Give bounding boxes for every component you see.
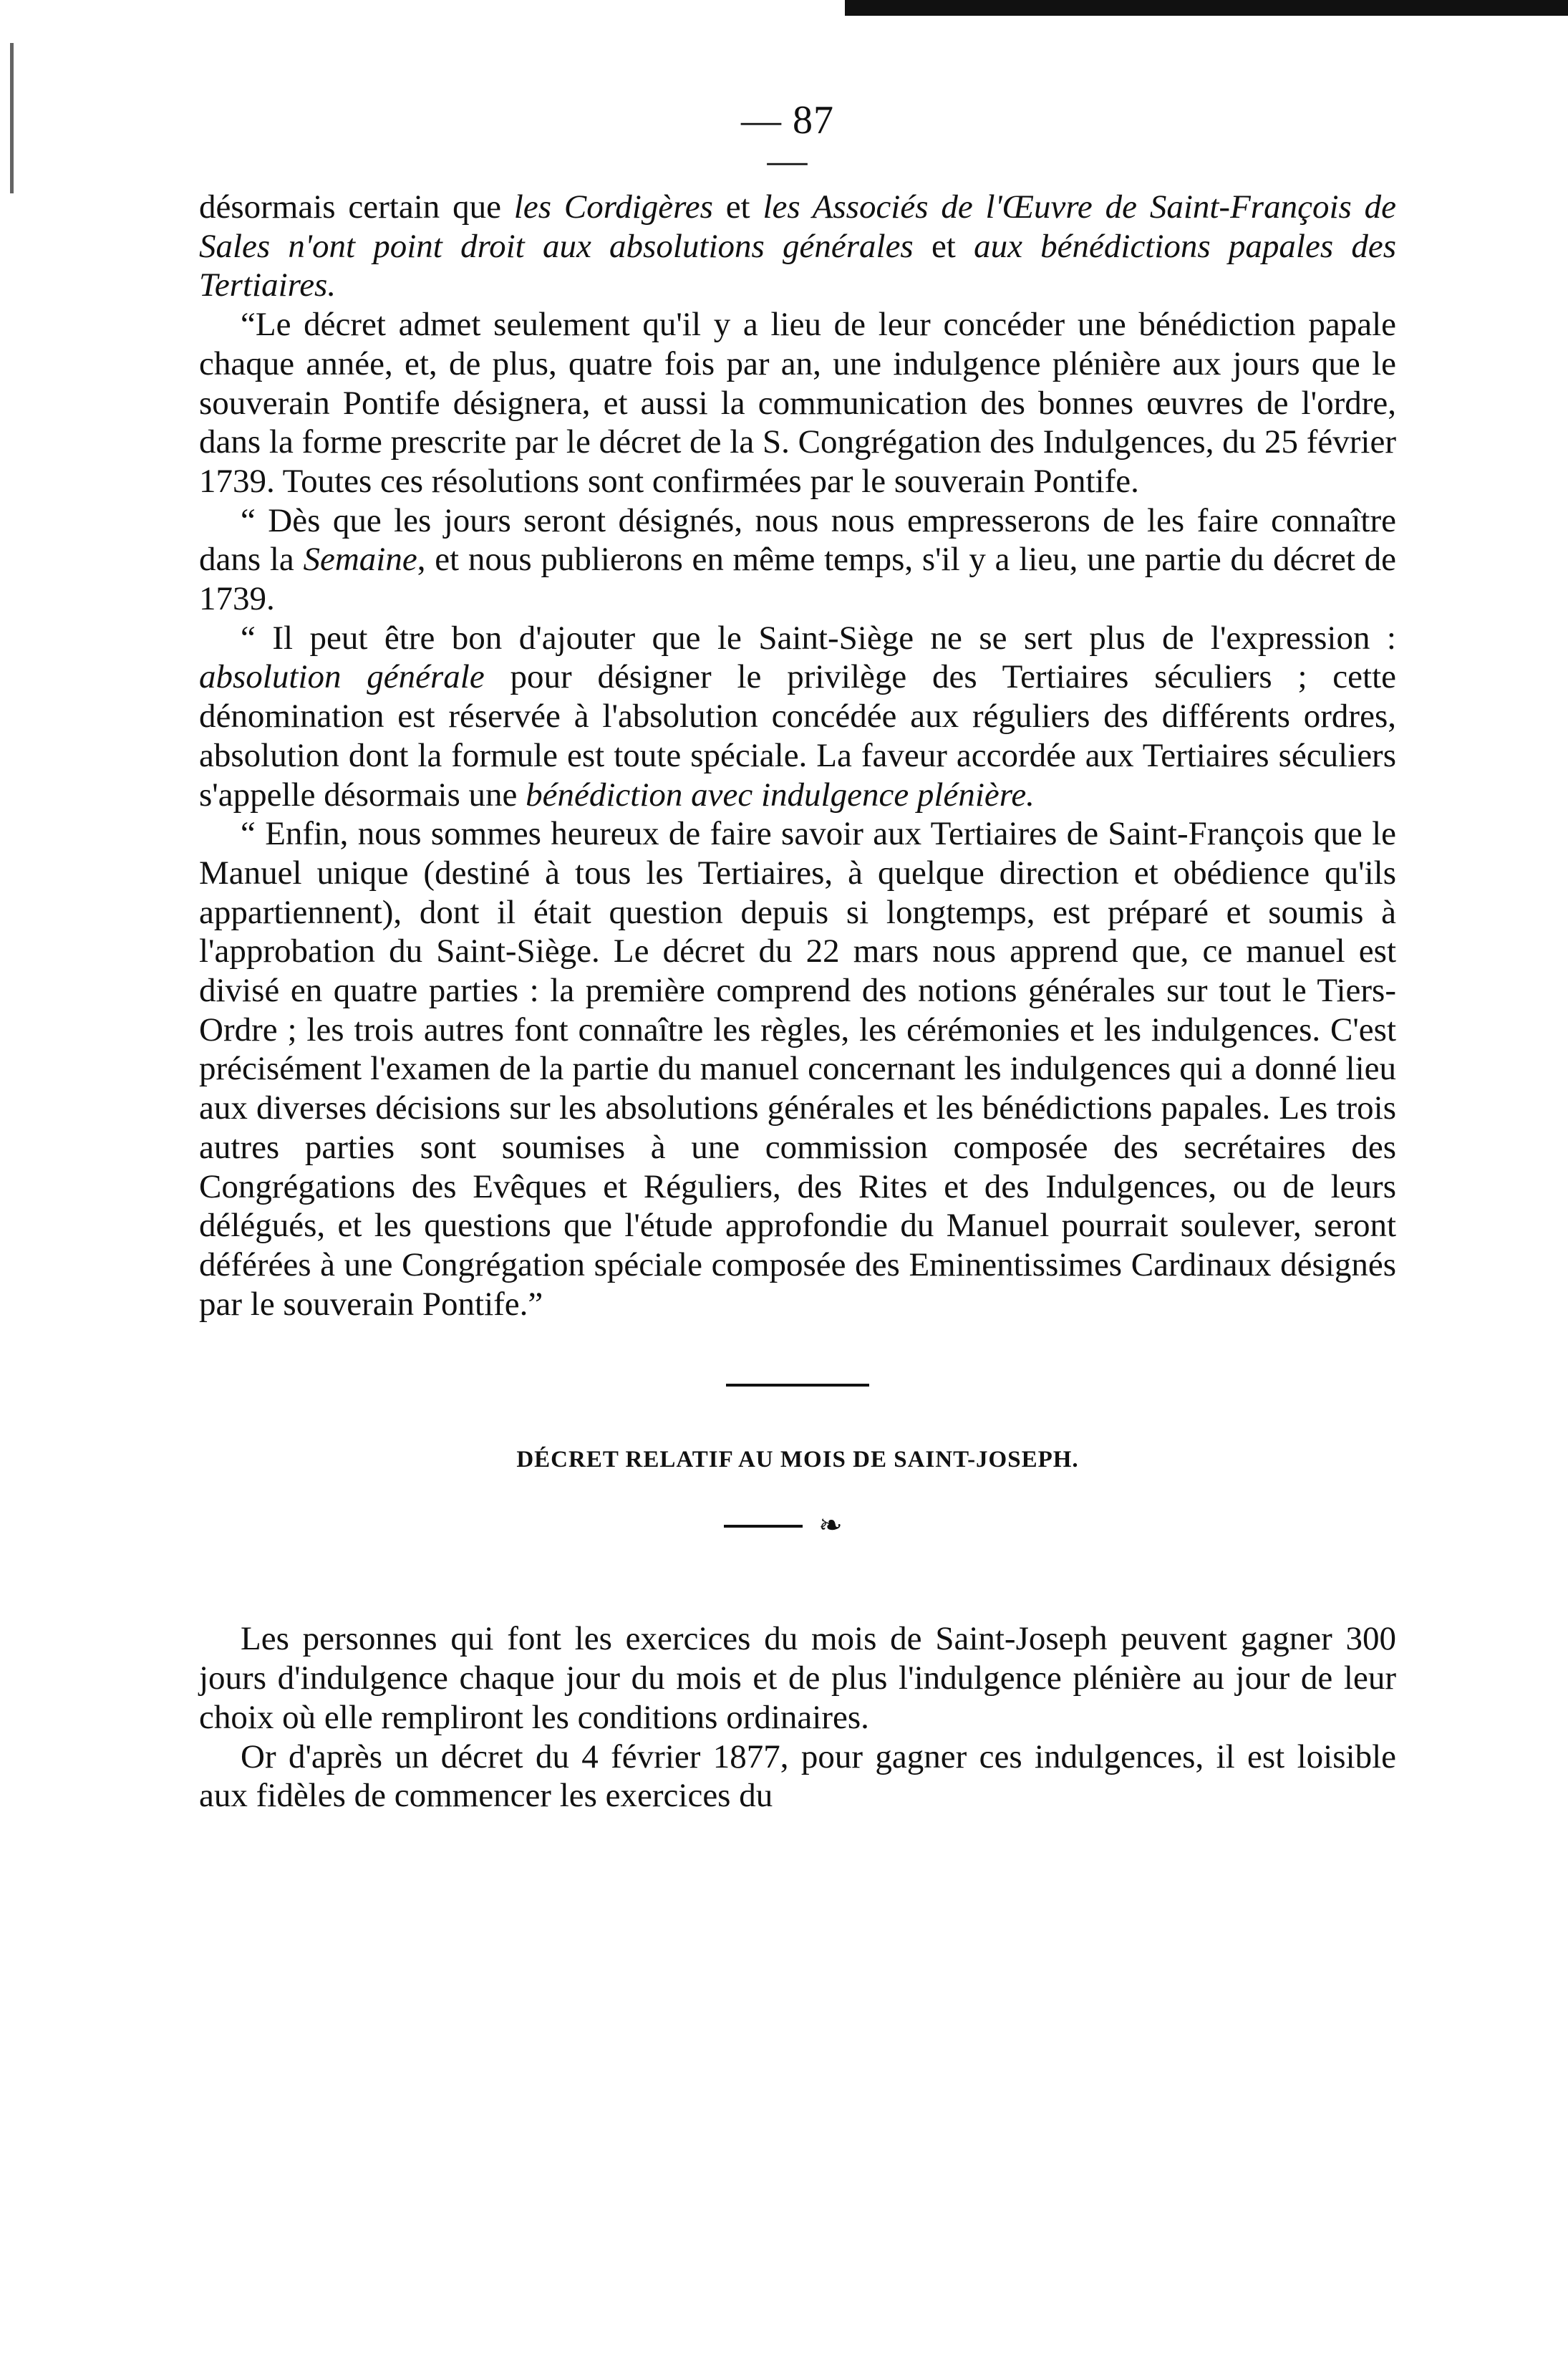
para3-italic-1: Semaine	[303, 541, 417, 579]
section-body	[199, 1619, 1396, 1816]
paragraph-saint-joseph-2: Or d'après un décret du 4 février 1877, pour gagner ces indulgences, il est loisible aux fidèles de commencer les exercices du	[199, 1737, 1396, 1815]
paragraph-saint-joseph-1: Les personnes qui font les exercices du mois de Saint-Joseph peuvent gagner 300 jours d'indulgence chaque jour du mois et de plus l'indulgence plénière au jour de leur choix où elle rempliront les conditions ordinaires.	[199, 1620, 1396, 1736]
paragraph-absolution	[199, 619, 1396, 815]
para4-text-1: “ Il peut être bon d'ajouter que le Saint-Siège ne se sert plus de l'expression :	[241, 619, 1396, 657]
ornament-rule	[724, 1525, 803, 1528]
intro-italic-1: les Cordigères	[513, 188, 713, 226]
section-heading: DÉCRET RELATIF AU MOIS DE SAINT-JOSEPH.	[516, 1447, 1079, 1473]
paragraph-decree-concession: “Le décret admet seulement qu'il y a lieu de leur concéder une bénédiction papale chaque année, et, de plus, quatre fois par an, une indulgence plénière aux jours que le souverain Pontife désignera, et aussi la communication des bonnes œuvres de l'ordre, dans la forme prescrite par le décret de la S. Congrégation des Indulgences, du 25 février 1739. Toutes ces résolutions sont confirmées par le souverain Pontife.	[199, 306, 1396, 500]
left-margin-marks	[10, 43, 32, 193]
top-edge-rule	[845, 0, 1568, 16]
intro-italic-2: les Associés de l'Œuvre de Saint-François de Sales n'ont point droit aux absolutions générales	[199, 188, 1396, 265]
intro-text-1: désormais certain que	[199, 188, 514, 226]
paragraph-manuel: “ Enfin, nous sommes heureux de faire savoir aux Tertiaires de Saint-François que le Manuel unique (destiné à tous les Tertiaires, à quelque direction et obédience qu'ils appartiennent), dont il était question depuis si longtemps, est préparé et soumis à l'approbation du Saint-Siège. Le décret du 22 mars nous apprend que, ce manuel est divisé en quatre parties : la première comprend des notions générales sur tout le Tiers-Ordre ; les trois autres font connaître les règles, les cérémonies et les indulgences. C'est précisément l'examen de la partie du manuel concernant les indulgences qui a donné lieu aux diverses décisions sur les absolutions générales et les bénédictions papales. Les trois autres parties sont soumises à une commission composée des secrétaires des Congrégations des Evêques et Réguliers, des Rites et des Indulgences, ou de leurs délégués, et les questions que l'étude approfondie du Manuel pourrait soulever, seront déférées à une Congrégation spéciale composée des Eminentissimes Cardinaux désignés par le souverain Pontife.”	[199, 815, 1396, 1323]
intro-paragraph	[199, 188, 1396, 305]
intro-text-2: et	[712, 188, 763, 226]
paragraph-semaine	[199, 501, 1396, 619]
fleuron-icon: ❧	[818, 1509, 843, 1542]
para4-italic-1: absolution générale	[199, 658, 485, 696]
heading-ornament	[199, 1503, 1396, 1541]
para3-text-1: “ Dès que les jours seront désignés, nous nous empresserons de les faire connaître dans la	[199, 501, 1396, 579]
para4-italic-2: bénédiction avec indulgence plénière.	[526, 776, 1035, 814]
para4-text-2: pour désigner le privilège des Tertiaires séculiers ; cette dénomination est réservée à l'absolution concédée aux réguliers des différents ordres, absolution dont la formule est toute spéciale. La faveur accordée aux Tertiaires séculiers s'appelle désormais une	[199, 658, 1396, 814]
para3-text-2: , et nous publierons en même temps, s'il y a lieu, une partie du décret de 1739.	[199, 541, 1396, 618]
intro-text-3: et	[913, 227, 974, 265]
intro-italic-3: aux bénédictions papales des Tertiaires.	[199, 227, 1397, 304]
page-body	[199, 188, 1396, 1816]
section-divider	[726, 1384, 869, 1387]
page-number: — 87 —	[741, 98, 834, 183]
